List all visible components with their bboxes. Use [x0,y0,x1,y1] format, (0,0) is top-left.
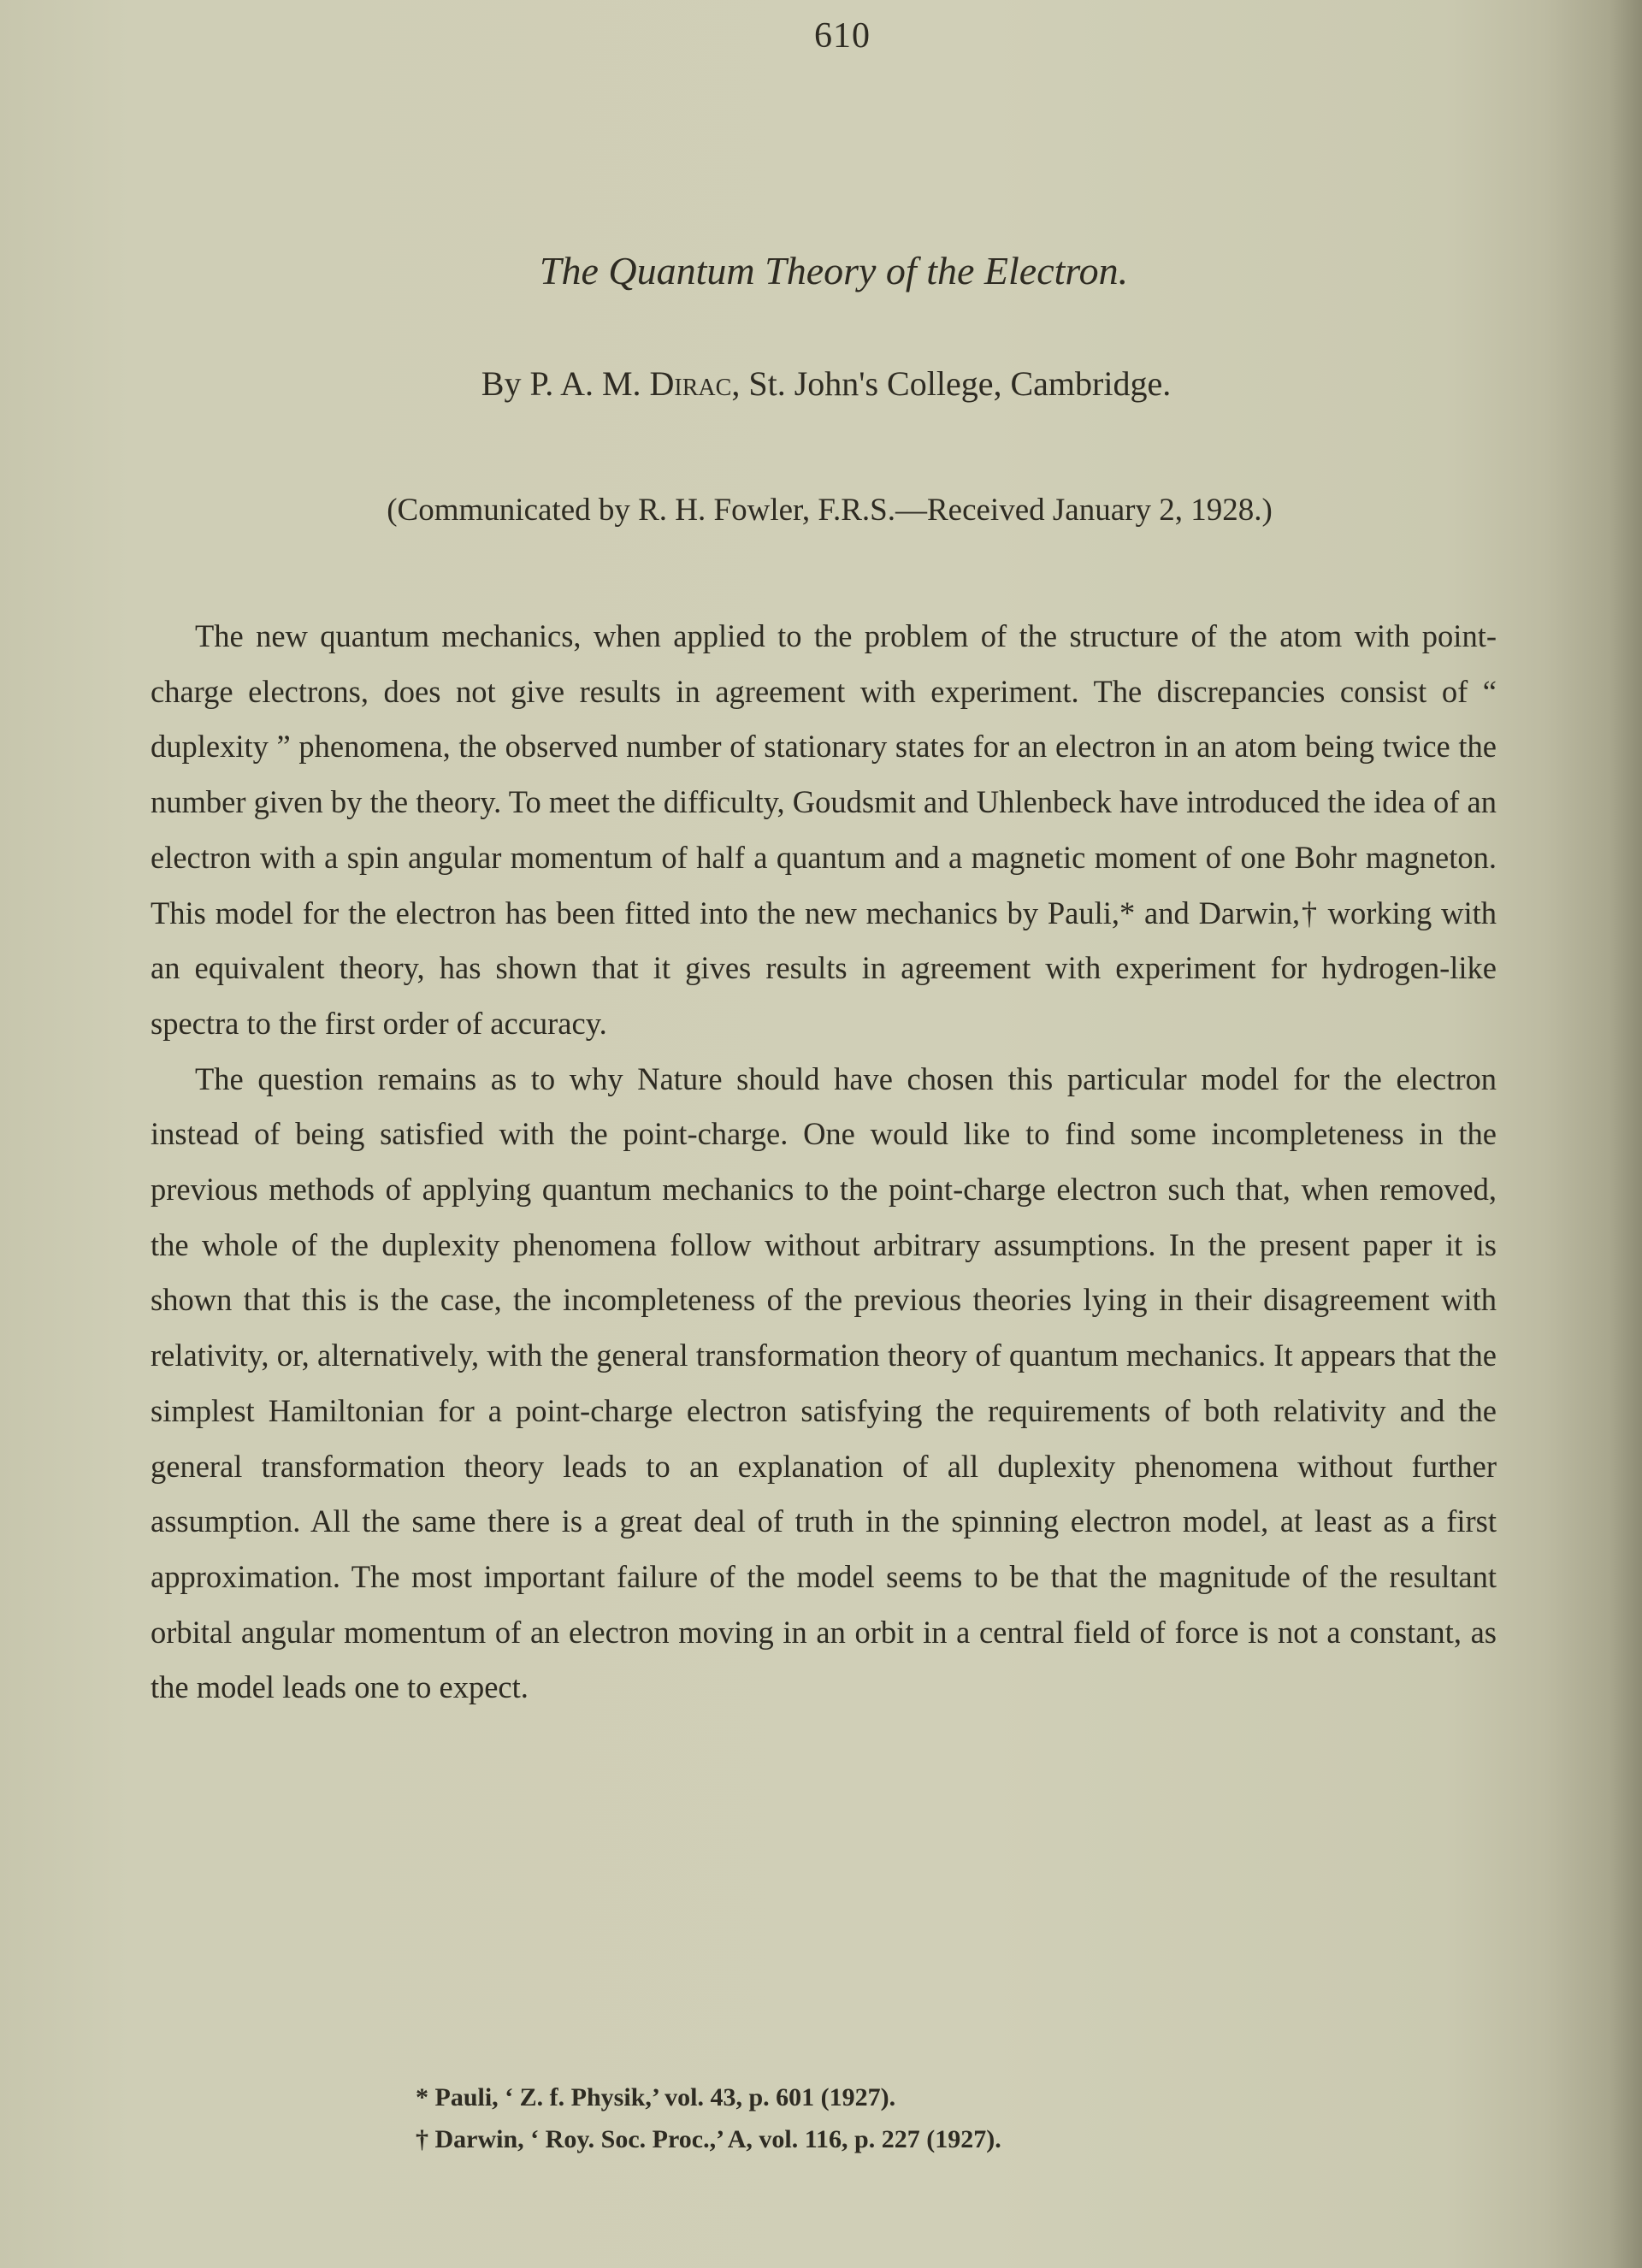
author-byline [0,363,1642,404]
footnote-darwin: † Darwin, ‘ Roy. Soc. Proc.,’ A, vol. 116, p. 227 (1927). [416,2125,1001,2153]
paper-title: The Quantum Theory of the Electron. [539,249,1129,292]
footnotes [416,2076,1001,2160]
paragraph-1: The new quantum mechanics, when applied to the problem of the structure of the atom with point-charge electrons, does not give results in agreement with experiment. The discrepancies consist of “ duplexity ” phenomena, the observed number of stationary states for an electron in an atom being twice the number given by the theory. To meet the difficulty, Goudsmit and Uhlenbeck have introduced the idea of an electron with a spin angular momentum of half a quantum and a magnetic moment of one Bohr magneton. This model for the electron has been fitted into the new mechanics by Pauli,* and Darwin,† working with an equivalent theory, has shown that it gives results in agreement with experiment for hydrogen-like spectra to the first order of accuracy. [151,618,1497,1041]
communication-note: (Communicated by R. H. Fowler, F.R.S.—Received January 2, 1928.) [387,493,1273,528]
author-affiliation: , St. John's College, Cambridge. [731,364,1172,403]
byline-prefix: By P. A. M. [481,364,650,403]
page-number: 610 [814,16,871,56]
body-text [151,609,1497,1716]
paragraph-2: The question remains as to why Nature should have chosen this particular model for the electron instead of being satisfied with the point-charge. One would like to find some incompleteness in the previous methods of applying quantum mechanics to the point-charge electron such that, when removed, the whole of the duplexity phenomena follow without arbitrary assumptions. In the present paper it is shown that this is the case, the incompleteness of the previous theories lying in their disagreement with relativity, or, alternatively, with the general transformation theory of quantum mechanics. It appears that the simplest Hamiltonian for a point-charge electron satisfying the requirements of both relativity and the general transformation theory leads to an explanation of all duplexity phenomena without further assumption. All the same there is a great deal of truth in the spinning electron model, at least as a first approximation. The most important failure of the model seems to be that the magnitude of the resultant orbital angular momentum of an electron moving in an orbit in a central field of force is not a constant, as the model leads one to expect. [151,1060,1497,1705]
footnote-pauli: * Pauli, ‘ Z. f. Physik,’ vol. 43, p. 601 (1927). [416,2083,896,2111]
author-surname: Dirac [649,364,732,403]
